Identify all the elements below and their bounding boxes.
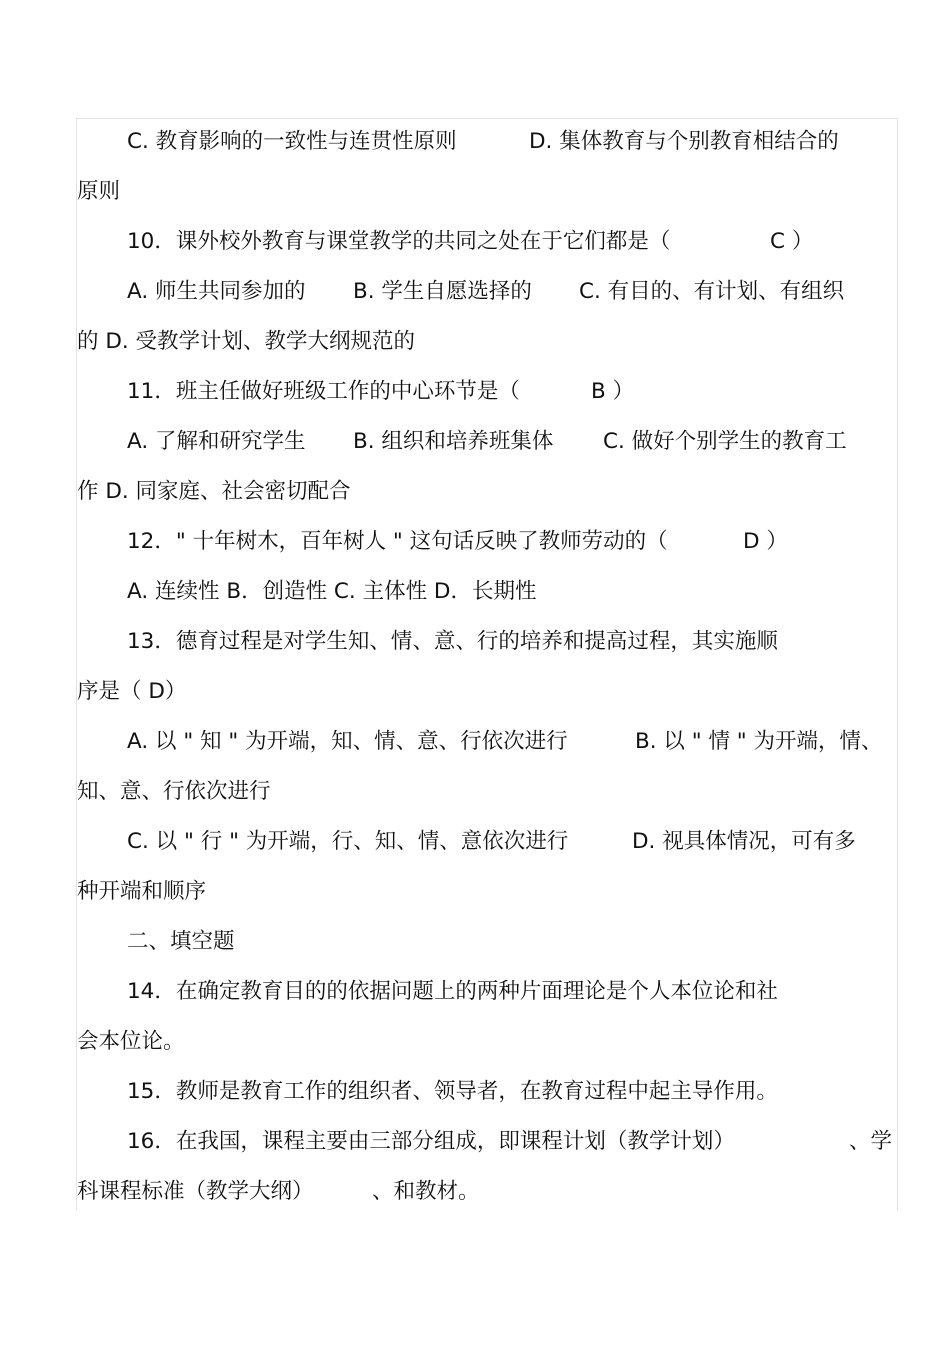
q11-answer: B ） <box>591 379 635 404</box>
q16-wrap-end: 、和教材。 <box>372 1179 480 1204</box>
q10-stem: 10．课外校外教育与课堂教学的共同之处在于它们都是（ <box>127 229 671 254</box>
q14-stem-line <box>77 967 897 1017</box>
q15-stem-line <box>77 1067 897 1117</box>
q12-stem-line <box>77 517 897 567</box>
q13-stem: 13．德育过程是对学生知、情、意、行的培养和提高过程，其实施顺 <box>127 629 778 654</box>
q16-wrap: 科课程标准（教学大纲） <box>77 1179 314 1204</box>
q15-stem: 15．教师是教育工作的组织者、领导者，在教育过程中起主导作用。 <box>127 1079 778 1104</box>
q13-option-a: A. 以 " 知 " 为开端，知、情、意、行依次进行 <box>127 729 568 754</box>
section-heading-line <box>77 917 897 967</box>
q11-stem: 11．班主任做好班级工作的中心环节是（ <box>127 379 520 404</box>
q13-answer: 序是（ D） <box>77 679 187 704</box>
q11-options-wrap <box>77 467 897 517</box>
q13-options-cd-line <box>77 817 897 867</box>
q12-answer: D ） <box>743 529 788 554</box>
q11-option-a: A. 了解和研究学生 <box>127 429 306 454</box>
q16-stem-line <box>77 1117 897 1167</box>
q9-wrap-text: 原则 <box>77 179 121 204</box>
q10-stem-line <box>77 217 897 267</box>
q9-options-line <box>77 117 897 167</box>
q11-options-line <box>77 417 897 467</box>
document-page <box>76 118 898 1210</box>
q13-option-b: B. 以 " 情 " 为开端，情、 <box>635 729 883 754</box>
q10-option-b: B. 学生自愿选择的 <box>353 279 532 304</box>
q11-option-b: B. 组织和培养班集体 <box>353 429 554 454</box>
q9-option-d: D. 集体教育与个别教育相结合的 <box>529 129 839 154</box>
q12-stem: 12．" 十年树木，百年树人 " 这句话反映了教师劳动的（ <box>127 529 668 554</box>
q13-option-c: C. 以 " 行 " 为开端，行、知、情、意依次进行 <box>127 829 569 854</box>
q13-option-b-wrap <box>77 767 897 817</box>
q11-stem-line <box>77 367 897 417</box>
q9-option-d-wrap <box>77 167 897 217</box>
q13-option-d-wrap-text: 种开端和顺序 <box>77 879 207 904</box>
q12-options-line <box>77 567 897 617</box>
q16-stem-end: 、学 <box>849 1129 893 1154</box>
q10-option-d: 的 D. 受教学计划、教学大纲规范的 <box>77 329 416 354</box>
q10-option-a: A. 师生共同参加的 <box>127 279 306 304</box>
q10-answer: C ） <box>770 229 814 254</box>
q14-stem: 14．在确定教育目的的依据问题上的两种片面理论是个人本位论和社 <box>127 979 778 1004</box>
q14-wrap-text: 会本位论。 <box>77 1029 185 1054</box>
q13-option-d-wrap <box>77 867 897 917</box>
q10-option-c: C. 有目的、有计划、有组织 <box>579 279 845 304</box>
q14-stem-wrap <box>77 1017 897 1067</box>
q16-stem: 16．在我国，课程主要由三部分组成，即课程计划（教学计划） <box>127 1129 735 1154</box>
section-heading: 二、填空题 <box>127 929 235 954</box>
q13-stem-line <box>77 617 897 667</box>
q16-stem-wrap <box>77 1167 897 1217</box>
q10-options-wrap <box>77 317 897 367</box>
q11-option-d: 作 D. 同家庭、社会密切配合 <box>77 479 351 504</box>
q12-options: A. 连续性 B．创造性 C. 主体性 D．长期性 <box>127 579 537 604</box>
q9-option-c: C. 教育影响的一致性与连贯性原则 <box>127 129 457 154</box>
q13-option-d: D. 视具体情况，可有多 <box>632 829 856 854</box>
q13-option-b-wrap-text: 知、意、行依次进行 <box>77 779 271 804</box>
q11-option-c: C. 做好个别学生的教育工 <box>603 429 847 454</box>
q13-options-ab-line <box>77 717 897 767</box>
q13-stem-wrap <box>77 667 897 717</box>
q10-options-line <box>77 267 897 317</box>
